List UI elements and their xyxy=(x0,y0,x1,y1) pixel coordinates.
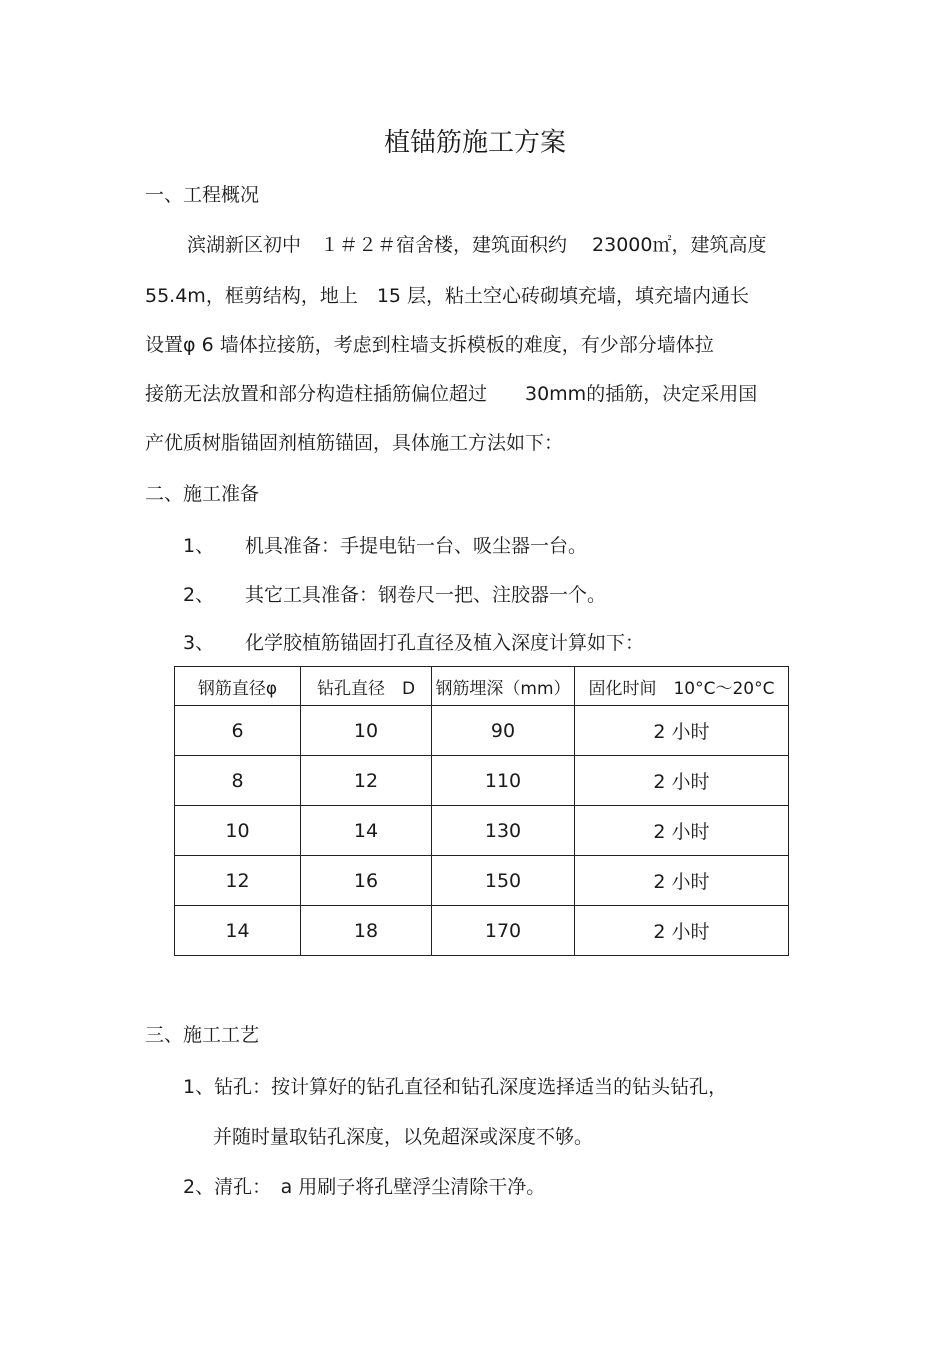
table-cell: 2 小时 xyxy=(575,706,789,756)
table-cell: 12 xyxy=(175,856,301,906)
header-embed-depth: 钢筋埋深（mm） xyxy=(432,667,575,706)
prep-item-number: 3、 xyxy=(183,632,215,654)
section-heading-overview: 一、工程概况 xyxy=(145,184,260,206)
table-row xyxy=(175,756,789,806)
prep-item xyxy=(183,628,644,655)
table-row xyxy=(175,906,789,956)
table-cell: 10 xyxy=(175,806,301,856)
table-cell: 2 小时 xyxy=(575,806,789,856)
table-row xyxy=(175,806,789,856)
table-cell: 170 xyxy=(432,906,575,956)
table-cell: 14 xyxy=(301,806,432,856)
prep-item-number: 2、 xyxy=(183,584,215,606)
table-row xyxy=(175,856,789,906)
table-cell: 90 xyxy=(432,706,575,756)
prep-item xyxy=(183,531,587,558)
section-heading-process: 三、施工工艺 xyxy=(145,1024,260,1046)
table-row xyxy=(175,706,789,756)
table-header-row xyxy=(175,667,789,706)
header-cure-time: 固化时间 10°C～20°C xyxy=(575,667,789,706)
prep-item-text: 其它工具准备：钢卷尺一把、注胶器一个。 xyxy=(245,584,607,606)
table-cell: 2 小时 xyxy=(575,756,789,806)
header-hole-diameter: 钻孔直径 D xyxy=(301,667,432,706)
prep-item-number: 1、 xyxy=(183,535,215,557)
table-cell: 6 xyxy=(175,706,301,756)
header-rebar-diameter: 钢筋直径φ xyxy=(175,667,301,706)
table-cell: 150 xyxy=(432,856,575,906)
table-cell: 2 小时 xyxy=(575,906,789,956)
overview-line-4: 接筋无法放置和部分构造柱插筋偏位超过 30mm的插筋，决定采用国 xyxy=(145,383,758,405)
process-item-2: 2、清孔： a 用刷子将孔壁浮尘清除干净。 xyxy=(183,1176,546,1198)
process-item-1-line-2: 并随时量取钻孔深度，以免超深或深度不够。 xyxy=(213,1126,594,1148)
prep-item-text: 化学胶植筋锚固打孔直径及植入深度计算如下： xyxy=(245,632,645,654)
section-heading-preparation: 二、施工准备 xyxy=(145,483,260,505)
table-cell: 18 xyxy=(301,906,432,956)
table-cell: 130 xyxy=(432,806,575,856)
page-title: 植锚筋施工方案 xyxy=(383,128,566,158)
table-cell: 16 xyxy=(301,856,432,906)
table-cell: 10 xyxy=(301,706,432,756)
overview-line-5: 产优质树脂锚固剂植筋锚固，具体施工方法如下： xyxy=(145,432,564,454)
process-item-1-line-1: 1、钻孔：按计算好的钻孔直径和钻孔深度选择适当的钻头钻孔， xyxy=(183,1076,728,1098)
table-cell: 110 xyxy=(432,756,575,806)
anchorage-table xyxy=(174,666,789,956)
overview-line-3: 设置φ 6 墙体拉接筋，考虑到柱墙支拆模板的难度，有少部分墙体拉 xyxy=(145,334,714,356)
overview-line-2: 55.4m，框剪结构，地上 15 层，粘土空心砖砌填充墙，填充墙内通长 xyxy=(145,285,750,307)
table-cell: 2 小时 xyxy=(575,856,789,906)
table-cell: 12 xyxy=(301,756,432,806)
overview-line-1: 滨湖新区初中 １＃２＃宿舍楼，建筑面积约 23000㎡，建筑高度 xyxy=(187,234,767,256)
table-cell: 14 xyxy=(175,906,301,956)
prep-item-text: 机具准备：手提电钻一台、吸尘器一台。 xyxy=(245,535,588,557)
prep-item xyxy=(183,580,606,607)
table-cell: 8 xyxy=(175,756,301,806)
